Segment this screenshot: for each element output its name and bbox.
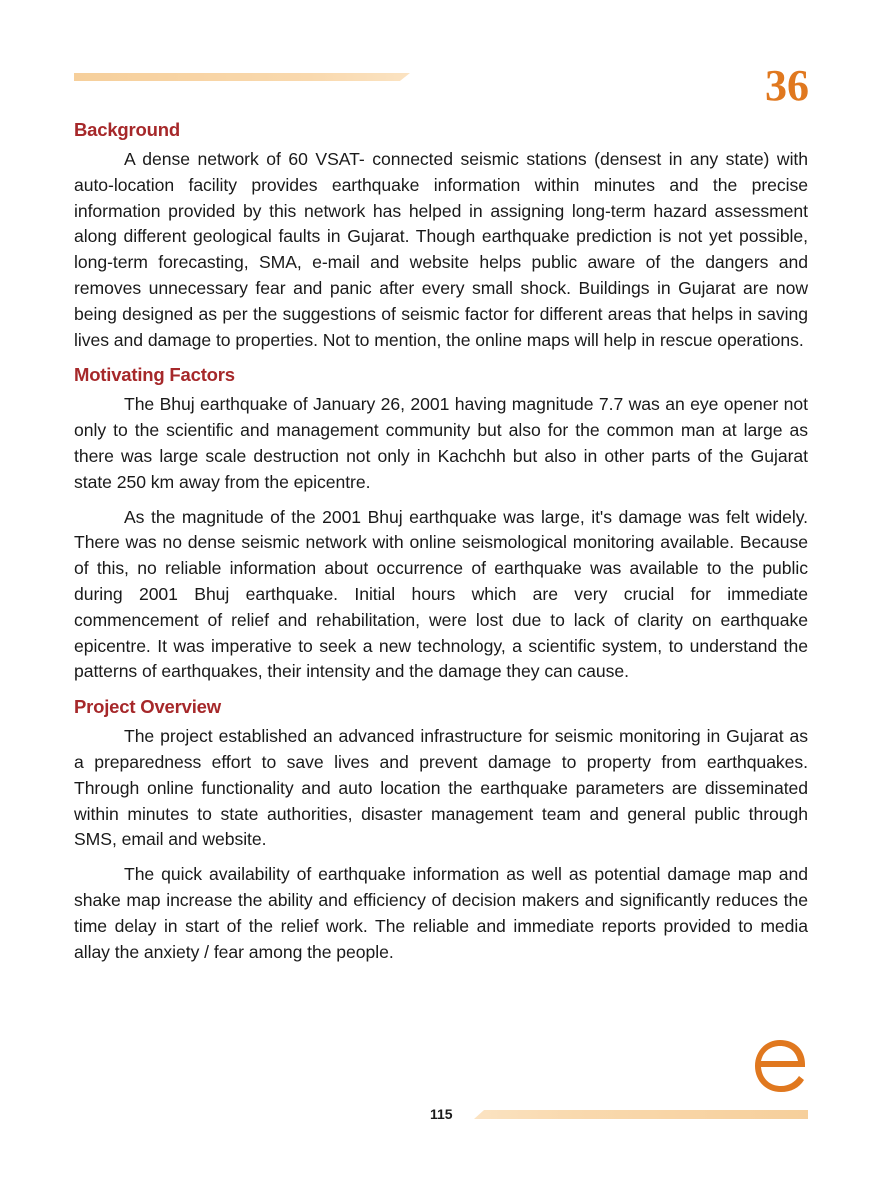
page-number: 115 <box>430 1106 453 1122</box>
paragraph: The Bhuj earthquake of January 26, 2001 having magnitude 7.7 was an eye opener not only to the scientific and management community but also for the common man at large as there was large scale destruction not only in Kachchh but also in other parts of the Gujarat state 250 km away from the epicentre. <box>74 394 808 492</box>
page-body <box>74 117 808 965</box>
paragraph: The project established an advanced infrastructure for seismic monitoring in Gujarat as a preparedness effort to save lives and prevent damage to property from earthquakes. Through online functionality and auto location the earthquake parameters are disseminated within minutes to state authorities, disaster management team and general public through SMS, email and website. <box>74 726 808 850</box>
paragraph: A dense network of 60 VSAT- connected seismic stations (densest in any state) with auto-location facility provides earthquake information within minutes and the precise information provided by this network has helped in assigning long-term hazard assessment along different geological faults in Gujarat. Though earthquake prediction is not yet possible, long-term forecasting, SMA, e-mail and website helps public aware of the dangers and removes unnecessary fear and panic after every small shock. Buildings in Gujarat are now being designed as per the suggestions of seismic factor for different areas that helps in saving lives and damage to properties. Not to mention, the online maps will help in rescue operations. <box>74 149 808 350</box>
section-project-overview <box>74 694 808 965</box>
paragraph: As the magnitude of the 2001 Bhuj earthquake was large, it's damage was felt widely. There was no dense seismic network with online seismological monitoring available. Because of this, no reliable information about occurrence of earthquake was available to the public during 2001 Bhuj earthquake. Initial hours which are very crucial for immediate commencement of relief and rehabilitation, were lost due to lack of clarity on earthquake epicentre. It was imperative to seek a new technology, a scientific system, to understand the patterns of earthquakes, their intensity and the damage they can cause. <box>74 506 808 682</box>
section-background <box>74 117 808 353</box>
paragraph: The quick availability of earthquake information as well as potential damage map and shake map increase the ability and efficiency of decision makers and significantly reduces the time delay in start of the relief work. The reliable and immediate reports provided to media allay the anxiety / fear among the people. <box>74 864 808 962</box>
footer-decorative-bar <box>474 1110 808 1119</box>
section-heading-background: Background <box>74 119 180 140</box>
section-motivating-factors <box>74 362 808 685</box>
e-logo-icon <box>751 1036 809 1094</box>
section-heading-project-overview: Project Overview <box>74 696 221 718</box>
section-heading-motivating-factors: Motivating Factors <box>74 364 235 386</box>
header-decorative-bar <box>74 73 410 81</box>
chapter-number: 36 <box>765 61 809 110</box>
